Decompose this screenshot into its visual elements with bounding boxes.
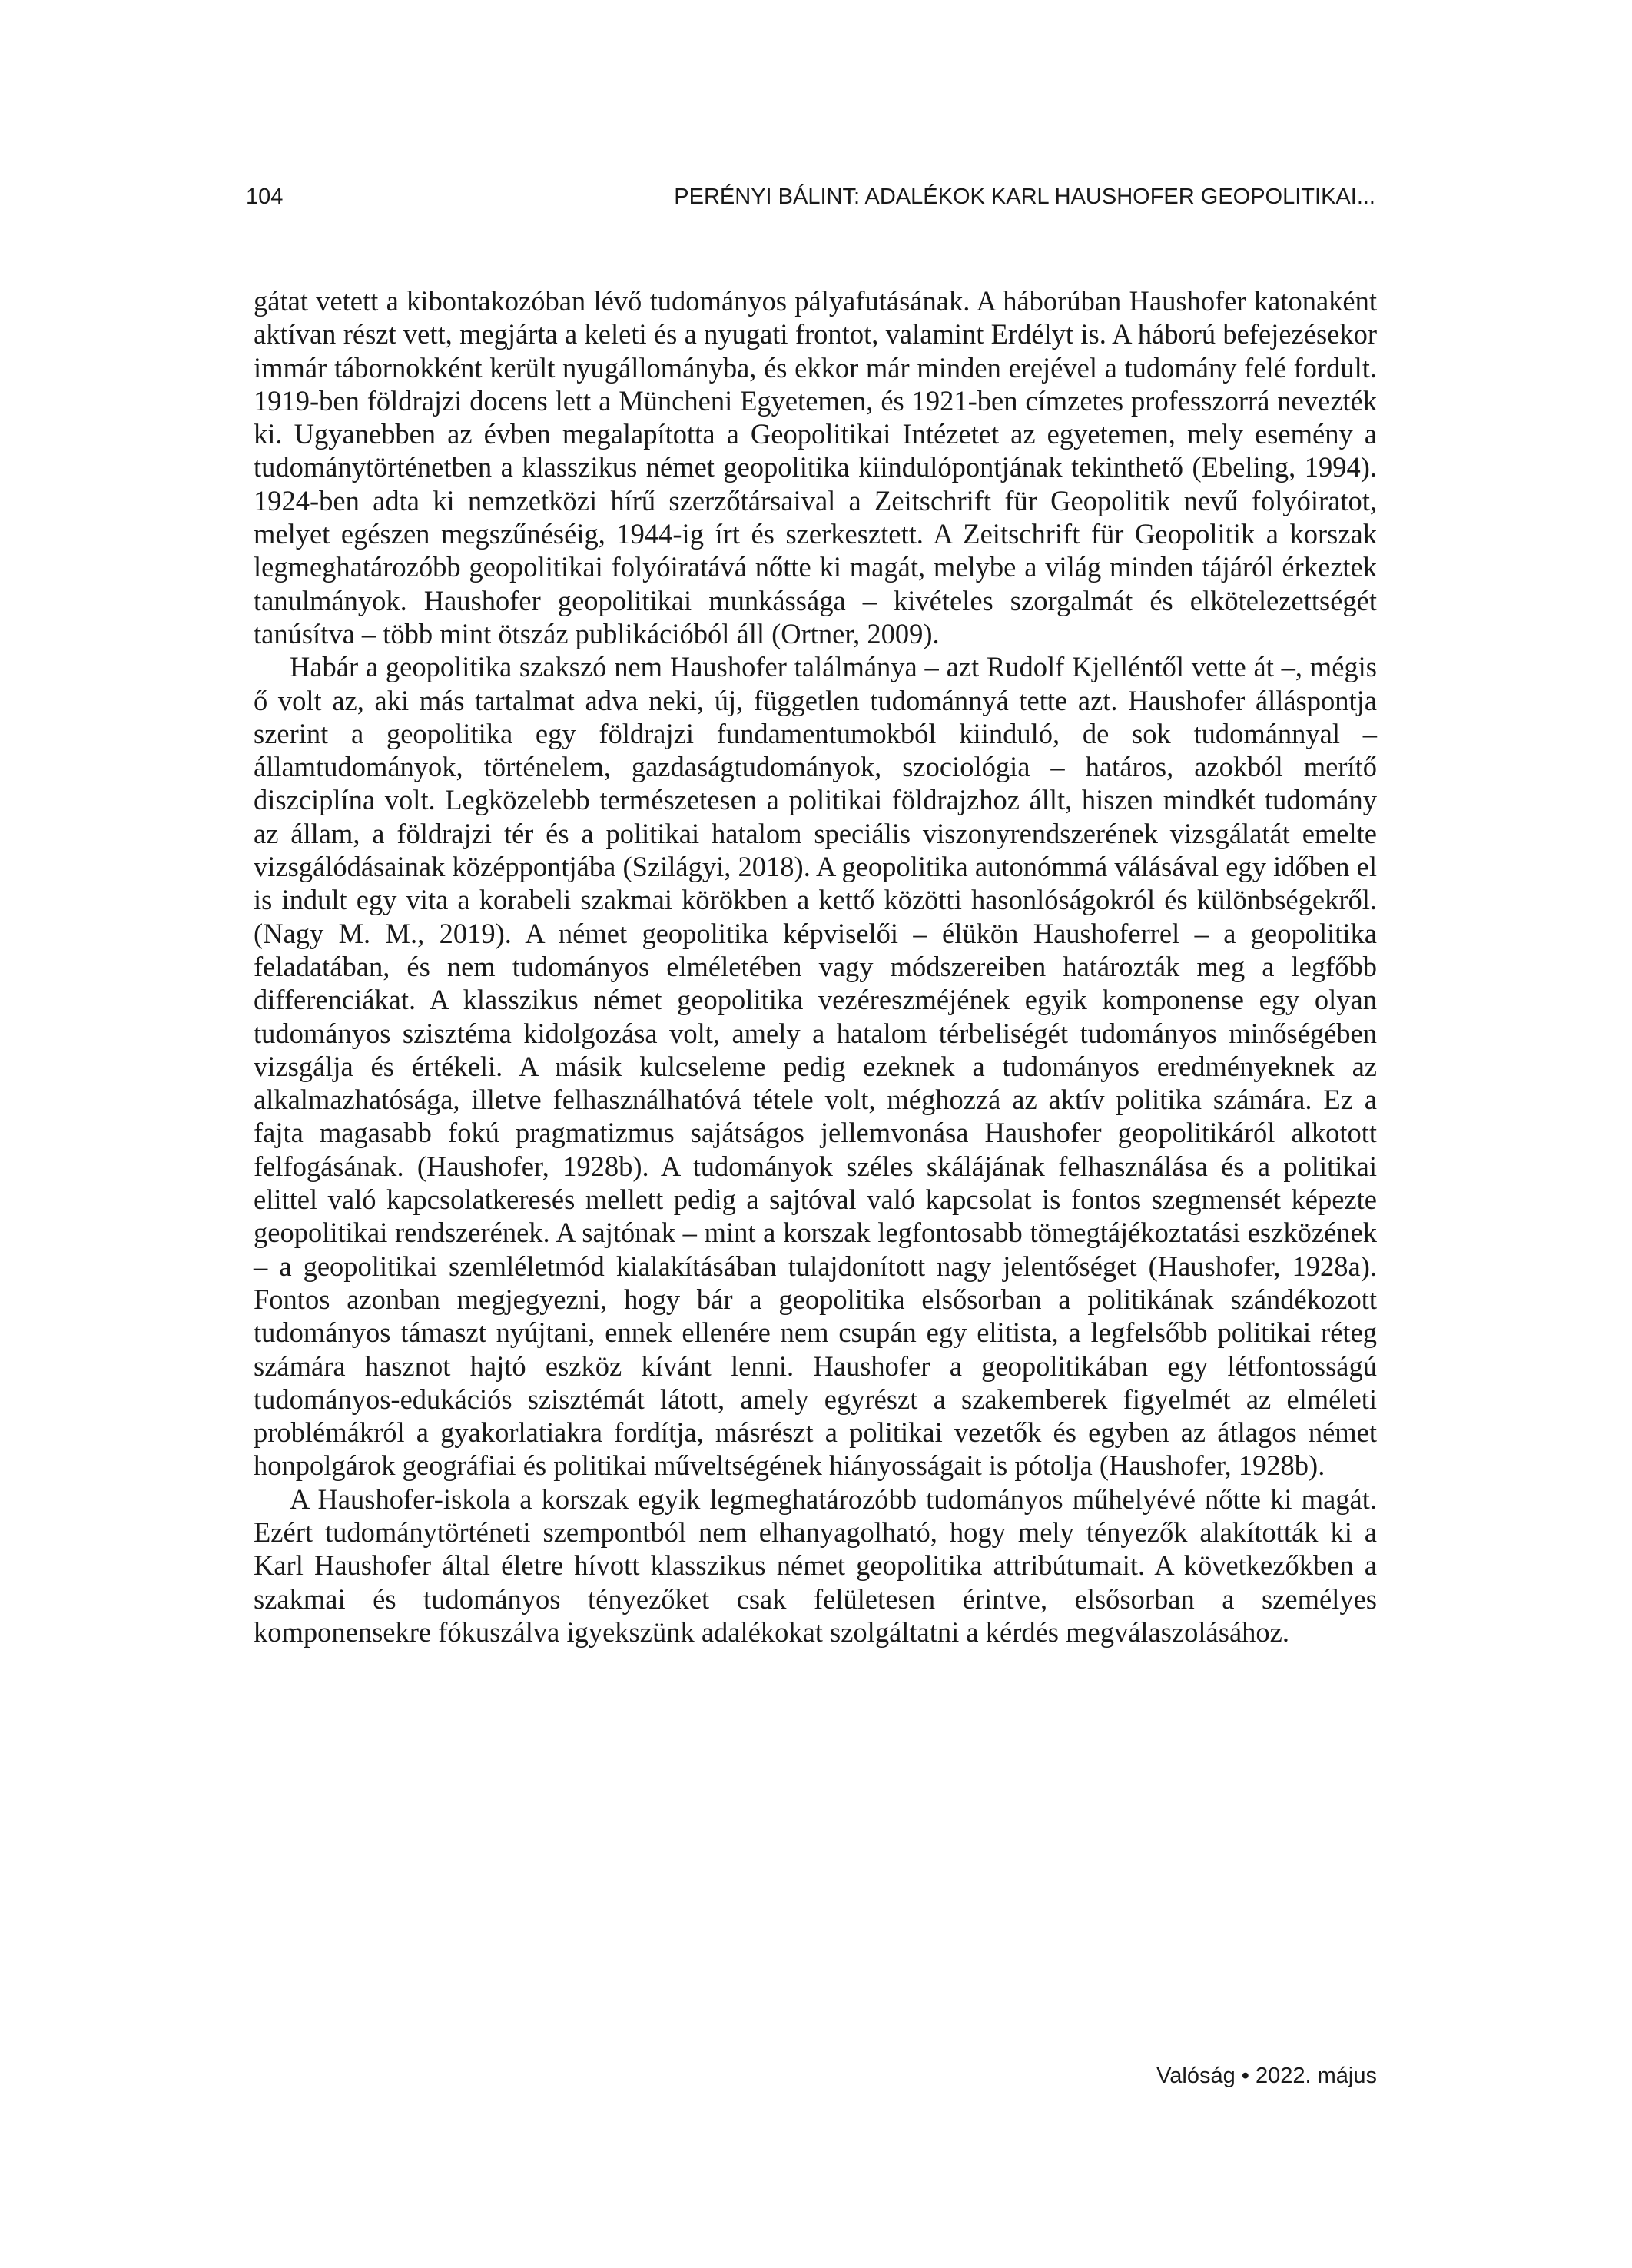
article-body xyxy=(254,284,1377,1649)
page-number: 104 xyxy=(246,184,284,209)
page-footer xyxy=(254,2064,1377,2089)
publication-info: Valóság • 2022. május xyxy=(1156,2064,1377,2088)
paragraph-continuation: gátat vetett a kibontakozóban lévő tudományos pályafutásának. A háborúban Haushofer katonaként aktívan részt vett, megjárta a keleti és a nyugati frontot, valamint Erdélyt is. A háború befejezésekor immár tábornokként került nyugállományba, és ekkor már minden erejével a tudomány felé fordult. 1919-ben földrajzi docens lett a Müncheni Egyetemen, és 1921-ben címzetes professzorrá nevezték ki. Ugyanebben az évben megalapította a Geopolitikai Intézetet az egyetemen, mely esemény a tudománytörténetben a klasszikus német geopolitika kiindulópontjának tekinthető (Ebeling, 1994). 1924-ben adta ki nemzetközi hírű szerzőtársaival a Zeitschrift für Geopolitik nevű folyóiratot, melyet egészen megszűnéséig, 1944-ig írt és szerkesztett. A Zeitschrift für Geopolitik a korszak legmeghatározóbb geopolitikai folyóiratává nőtte ki magát, melybe a világ minden tájáról érkeztek tanulmányok. Haushofer geopolitikai munkássága – kivételes szorgalmát és elkötelezettségét tanúsítva – több mint ötszáz publikációból áll (Ortner, 2009). xyxy=(254,285,1377,649)
paragraph-geopolitics-definition: Habár a geopolitika szakszó nem Haushofer találmánya – azt Rudolf Kjelléntől vette át –, mégis ő volt az, aki más tartalmat adva neki, új, független tudománnyá tette azt. Haushofer álláspontja szerint a geopolitika egy földrajzi fundamentumokból kiinduló, de sok tudománnyal – államtudományok, történelem, gazdaságtudományok, szociológia – határos, azokból merítő diszciplína volt. Legközelebb természetesen a politikai földrajzhoz állt, hiszen mindkét tudomány az állam, a földrajzi tér és a politikai hatalom speciális viszonyrendszerének vizsgálatát emelte vizsgálódásainak középpontjába (Szilágyi, 2018). A geopolitika autonómmá válásával egy időben el is indult egy vita a korabeli szakmai körökben a kettő közötti hasonlóságokról és különbségekről. (Nagy M. M., 2019). A német geopolitika képviselői – élükön Haushoferrel – a geopolitika feladatában, és nem tudományos elméletében vagy módszereiben határozták meg a legfőbb differenciákat. A klasszikus német geopolitika vezéreszméjének egyik komponense egy olyan tudományos szisztéma kidolgozása volt, amely a hatalom térbeliségét tudományos minőségében vizsgálja és értékeli. A másik kulcseleme pedig ezeknek a tudományos eredményeknek az alkalmazhatósága, illetve felhasználhatóvá tétele volt, méghozzá az aktív politika számára. Ez a fajta magasabb fokú pragmatizmus sajátságos jellemvonása Haushofer geopolitikáról alkotott felfogásának. (Haushofer, 1928b). A tudományok széles skálájának felhasználása és a politikai elittel való kapcsolatkeresés mellett pedig a sajtóval való kapcsolat is fontos szegmensét képezte geopolitikai rendszerének. A sajtónak – mint a korszak legfontosabb tömegtájékoztatási eszközének – a geopolitikai szemléletmód kialakításában tulajdonított nagy jelentőséget (Haushofer, 1928a). Fontos azonban megjegyezni, hogy bár a geopolitika elsősorban a politikának szándékozott tudományos támaszt nyújtani, ennek ellenére nem csupán egy elitista, a legfelsőbb politikai réteg számára hasznot hajtó eszköz kívánt lenni. Haushofer a geopolitikában egy létfontosságú tudományos-edukációs szisztémát látott, amely egyrészt a szakemberek figyelmét az elméleti problémákról a gyakorlatiakra fordítja, másrészt a politikai vezetők és egyben az átlagos német honpolgárok geográfiai és politikai műveltségének hiányosságait is pótolja (Haushofer, 1928b). xyxy=(254,651,1377,1482)
page-header xyxy=(246,184,1375,210)
paragraph-haushofer-school: A Haushofer-iskola a korszak egyik legmeghatározóbb tudományos műhelyévé nőtte ki magát. Ezért tudománytörténeti szempontból nem elhanyagolható, hogy mely tényezők alakították ki a Karl Haushofer által életre hívott klasszikus német geopolitika attribútumait. A következőkben a szakmai és tudományos tényezőket csak felületesen érintve, elsősorban a személyes komponensekre fókuszálva igyekszünk adalékokat szolgáltatni a kérdés megválaszolásához. xyxy=(254,1483,1377,1648)
running-title: PERÉNYI BÁLINT: ADALÉKOK KARL HAUSHOFER GEOPOLITIKAI... xyxy=(674,184,1375,209)
